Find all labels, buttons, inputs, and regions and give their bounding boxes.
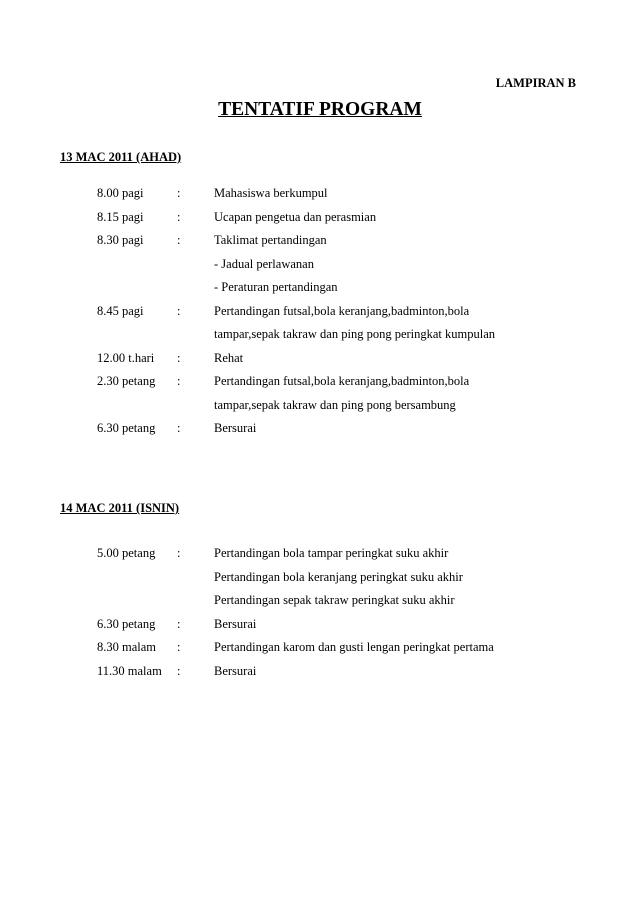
page-title: TENTATIF PROGRAM xyxy=(218,99,422,120)
row-activity: Pertandingan bola tampar peringkat suku akhir xyxy=(214,546,449,560)
row-separator: : xyxy=(177,546,181,560)
schedule-row xyxy=(97,660,617,684)
row-activity: Pertandingan futsal,bola keranjang,badminton,bola xyxy=(214,374,470,388)
row-time: 8.45 pagi xyxy=(97,303,144,318)
row-time: 8.15 pagi xyxy=(97,209,144,224)
row-time: 12.00 t.hari xyxy=(97,350,155,365)
schedule-row xyxy=(97,182,617,206)
row-time: 11.30 malam xyxy=(97,663,162,678)
row-time: 6.30 petang xyxy=(97,421,156,435)
schedule-row xyxy=(97,253,617,277)
row-activity: Bersurai xyxy=(214,616,257,631)
schedule-row xyxy=(97,370,617,394)
schedule-row xyxy=(97,229,617,253)
schedule-day-2 xyxy=(97,542,617,683)
row-activity: Pertandingan bola keranjang peringkat suku akhir xyxy=(214,569,463,584)
row-time: 6.30 petang xyxy=(97,616,156,631)
row-activity: Bersurai xyxy=(214,421,257,435)
row-time: 8.30 malam xyxy=(97,640,157,654)
day-heading-2: 14 MAC 2011 (ISNIN) xyxy=(60,501,180,515)
schedule-day-1 xyxy=(97,182,617,441)
day-heading-1: 13 MAC 2011 (AHAD) xyxy=(60,150,182,164)
schedule-row xyxy=(97,300,617,324)
schedule-row xyxy=(97,542,617,566)
schedule-row xyxy=(97,276,617,300)
schedule-row xyxy=(97,636,617,660)
row-activity: Pertandingan futsal,bola keranjang,badminton,bola xyxy=(214,303,470,318)
schedule-row xyxy=(97,566,617,590)
row-separator: : xyxy=(177,303,181,318)
schedule-row xyxy=(97,206,617,230)
row-time: 8.30 pagi xyxy=(97,233,144,247)
row-time: 5.00 petang xyxy=(97,546,156,560)
row-activity: - Peraturan pertandingan xyxy=(214,280,338,294)
row-activity: Bersurai xyxy=(214,663,257,678)
row-activity: tampar,sepak takraw dan ping pong peringkat kumpulan xyxy=(214,327,496,341)
schedule-row xyxy=(97,347,617,371)
row-separator: : xyxy=(177,186,181,200)
schedule-row xyxy=(97,613,617,637)
row-activity: Rehat xyxy=(214,350,244,365)
row-separator: : xyxy=(177,616,181,631)
row-separator: : xyxy=(177,663,181,678)
row-time: 8.00 pagi xyxy=(97,186,144,200)
row-separator: : xyxy=(177,374,181,388)
schedule-row xyxy=(97,323,617,347)
schedule-row xyxy=(97,394,617,418)
row-activity: Mahasiswa berkumpul xyxy=(214,186,328,200)
row-time: 2.30 petang xyxy=(97,374,156,388)
row-separator: : xyxy=(177,350,181,365)
row-activity: Pertandingan karom dan gusti lengan peringkat pertama xyxy=(214,640,494,654)
row-activity: Pertandingan sepak takraw peringkat suku akhir xyxy=(214,593,455,607)
row-activity: Ucapan pengetua dan perasmian xyxy=(214,209,377,224)
row-separator: : xyxy=(177,233,181,247)
annex-label: LAMPIRAN B xyxy=(495,76,576,90)
schedule-row xyxy=(97,417,617,441)
schedule-row xyxy=(97,589,617,613)
row-separator: : xyxy=(177,209,181,224)
row-activity: - Jadual perlawanan xyxy=(214,256,314,271)
row-separator: : xyxy=(177,640,181,654)
row-activity: tampar,sepak takraw dan ping pong bersambung xyxy=(214,397,456,412)
row-separator: : xyxy=(177,421,181,435)
row-activity: Taklimat pertandingan xyxy=(214,233,327,247)
